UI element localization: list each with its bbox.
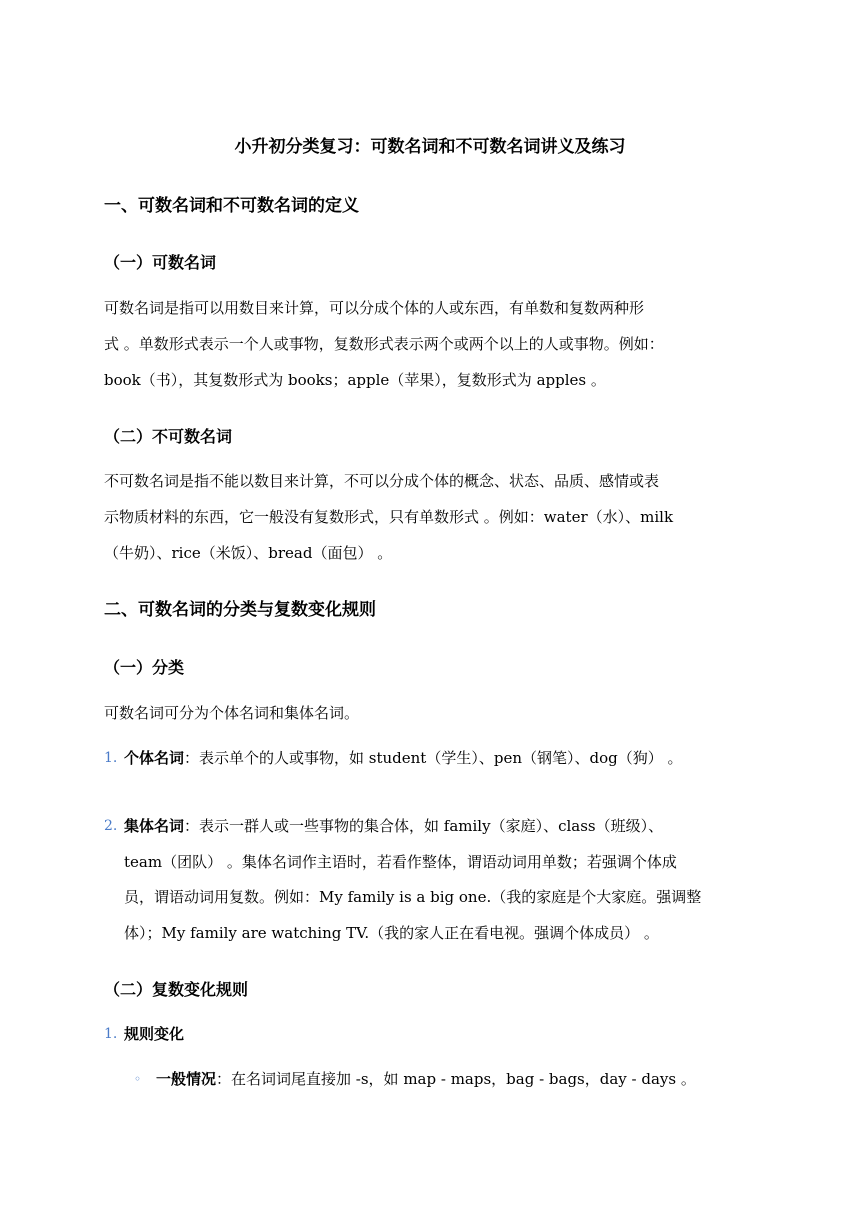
list-item [124,814,663,838]
list-item-term: 规则变化 [124,1025,185,1043]
paragraph-line: book（书），其复数形式为 books；apple（苹果），复数形式为 apples 。 [104,371,606,389]
subsection-heading-classification: （一）分类 [104,658,185,677]
paragraph-line: 可数名词可分为个体名词和集体名词。 [104,704,360,722]
paragraph-line: 不可数名词是指不能以数目来计算，不可以分成个体的概念、状态、品质、感情或表 [104,472,660,490]
list-item-number: 1. [104,750,118,766]
paragraph-line: 可数名词是指可以用数目来计算，可以分成个体的人或东西，有单数和复数两种形 [104,299,645,317]
list-item-text: team（团队） 。集体名词作主语时，若看作整体，谓语动词用单数；若强调个体成 [124,853,677,871]
sub-list-item-text: ：在名词词尾直接加 -s，如 map - maps，bag - bags，day - days 。 [216,1070,696,1088]
subsection-heading-uncountable: （二）不可数名词 [104,427,233,446]
list-item-text: 员，谓语动词用复数。例如：My family is a big one.（我的家庭是个大家庭。强调整 [124,888,702,906]
document-title: 小升初分类复习：可数名词和不可数名词讲义及练习 [234,137,626,157]
hollow-bullet-icon: ◦ [134,1072,142,1086]
subsection-heading-countable: （一）可数名词 [104,253,217,272]
list-item-number: 2. [104,818,118,834]
list-item-term: 集体名词 [124,817,185,835]
list-item-term: 个体名词 [124,749,185,767]
list-item-number: 1. [104,1026,118,1042]
paragraph-line: 示物质材料的东西，它一般没有复数形式，只有单数形式 。例如：water（水）、milk [104,508,674,526]
section-heading-definitions: 一、可数名词和不可数名词的定义 [104,196,359,216]
section-heading-classification-rules: 二、可数名词的分类与复数变化规则 [104,600,376,620]
list-item-text: 体）；My family are watching TV.（我的家人正在看电视。强调个体成员） 。 [124,924,659,942]
paragraph-line: （牛奶）、rice（米饭）、bread（面包） 。 [104,544,393,562]
subsection-heading-plural-rules: （二）复数变化规则 [104,980,249,999]
sub-list-item [156,1067,696,1091]
paragraph-line: 式 。单数形式表示一个人或事物，复数形式表示两个或两个以上的人或事物。例如： [104,335,664,353]
list-item-text: ：表示一群人或一些事物的集合体，如 family（家庭）、class（班级）、 [184,817,664,835]
list-item [124,1022,184,1046]
sub-list-item-term: 一般情况 [156,1070,217,1088]
list-item-text: ：表示单个的人或事物，如 student（学生）、pen（钢笔）、dog（狗） 。 [184,749,683,767]
list-item [124,746,682,770]
